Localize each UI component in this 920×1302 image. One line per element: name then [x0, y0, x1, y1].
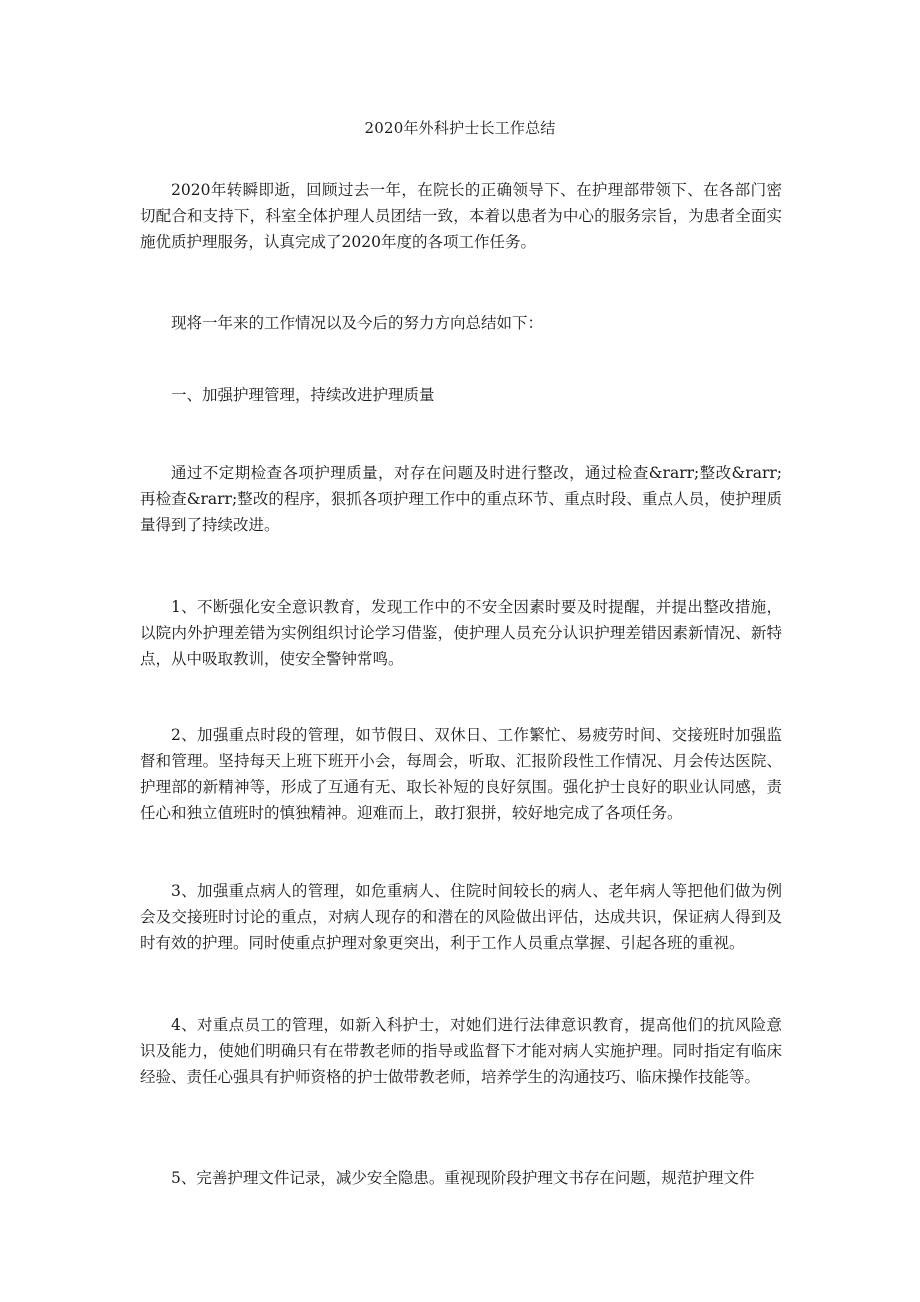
document-title: 2020年外科护士长工作总结: [364, 119, 556, 137]
paragraph-item-5: 5、完善护理文件记录，减少安全隐患。重视现阶段护理文书存在问题，规范护理文件: [171, 1169, 755, 1187]
paragraph-intro: 2020年转瞬即逝，回顾过去一年，在院长的正确领导下、在护理部带领下、在各部门密切配合和支持下，科室全体护理人员团结一致，本着以患者为中心的服务宗旨，为患者全面实施优质护理服务，认真完成了2020年度的各项工作任务。: [140, 181, 782, 251]
paragraph-summary-lead: 现将一年来的工作情况以及今后的努力方向总结如下：: [171, 314, 544, 332]
paragraph-item-3: 3、加强重点病人的管理，如危重病人、住院时间较长的病人、老年病人等把他们做为例会及交接班时讨论的重点，对病人现存的和潜在的风险做出评估，达成共识，保证病人得到及时有效的护理。同时使重点护理对象更突出，利于工作人员重点掌握、引起各班的重视。: [140, 882, 782, 952]
paragraph-item-2: 2、加强重点时段的管理，如节假日、双休日、工作繁忙、易疲劳时间、交接班时加强监督和管理。坚持每天上班下班开小会，每周会，听取、汇报阶段性工作情况、月会传达医院、护理部的新精神等，形成了互通有无、取长补短的良好氛围。强化护士良好的职业认同感，责任心和独立值班时的慎独精神。迎难而上，敢打狠拼，较好地完成了各项任务。: [140, 726, 782, 822]
paragraph-item-4: 4、对重点员工的管理，如新入科护士，对她们进行法律意识教育，提高他们的抗风险意识及能力，使她们明确只有在带教老师的指导或监督下才能对病人实施护理。同时指定有临床经验、责任心强具有护师资格的护士做带教老师，培养学生的沟通技巧、临床操作技能等。: [140, 1016, 782, 1086]
section-heading-1: 一、加强护理管理，持续改进护理质量: [171, 386, 435, 404]
paragraph-quality: 通过不定期检查各项护理质量，对存在问题及时进行整改，通过检查&rarr;整改&rarr;再检查&rarr;整改的程序，狠抓各项护理工作中的重点环节、重点时段、重点人员，使护理质量得到了持续改进。: [140, 464, 782, 534]
paragraph-item-1: 1、不断强化安全意识教育，发现工作中的不安全因素时要及时提醒，并提出整改措施，以院内外护理差错为实例组织讨论学习借鉴，使护理人员充分认识护理差错因素新情况、新特点，从中吸取教训，使安全警钟常鸣。: [140, 598, 782, 668]
